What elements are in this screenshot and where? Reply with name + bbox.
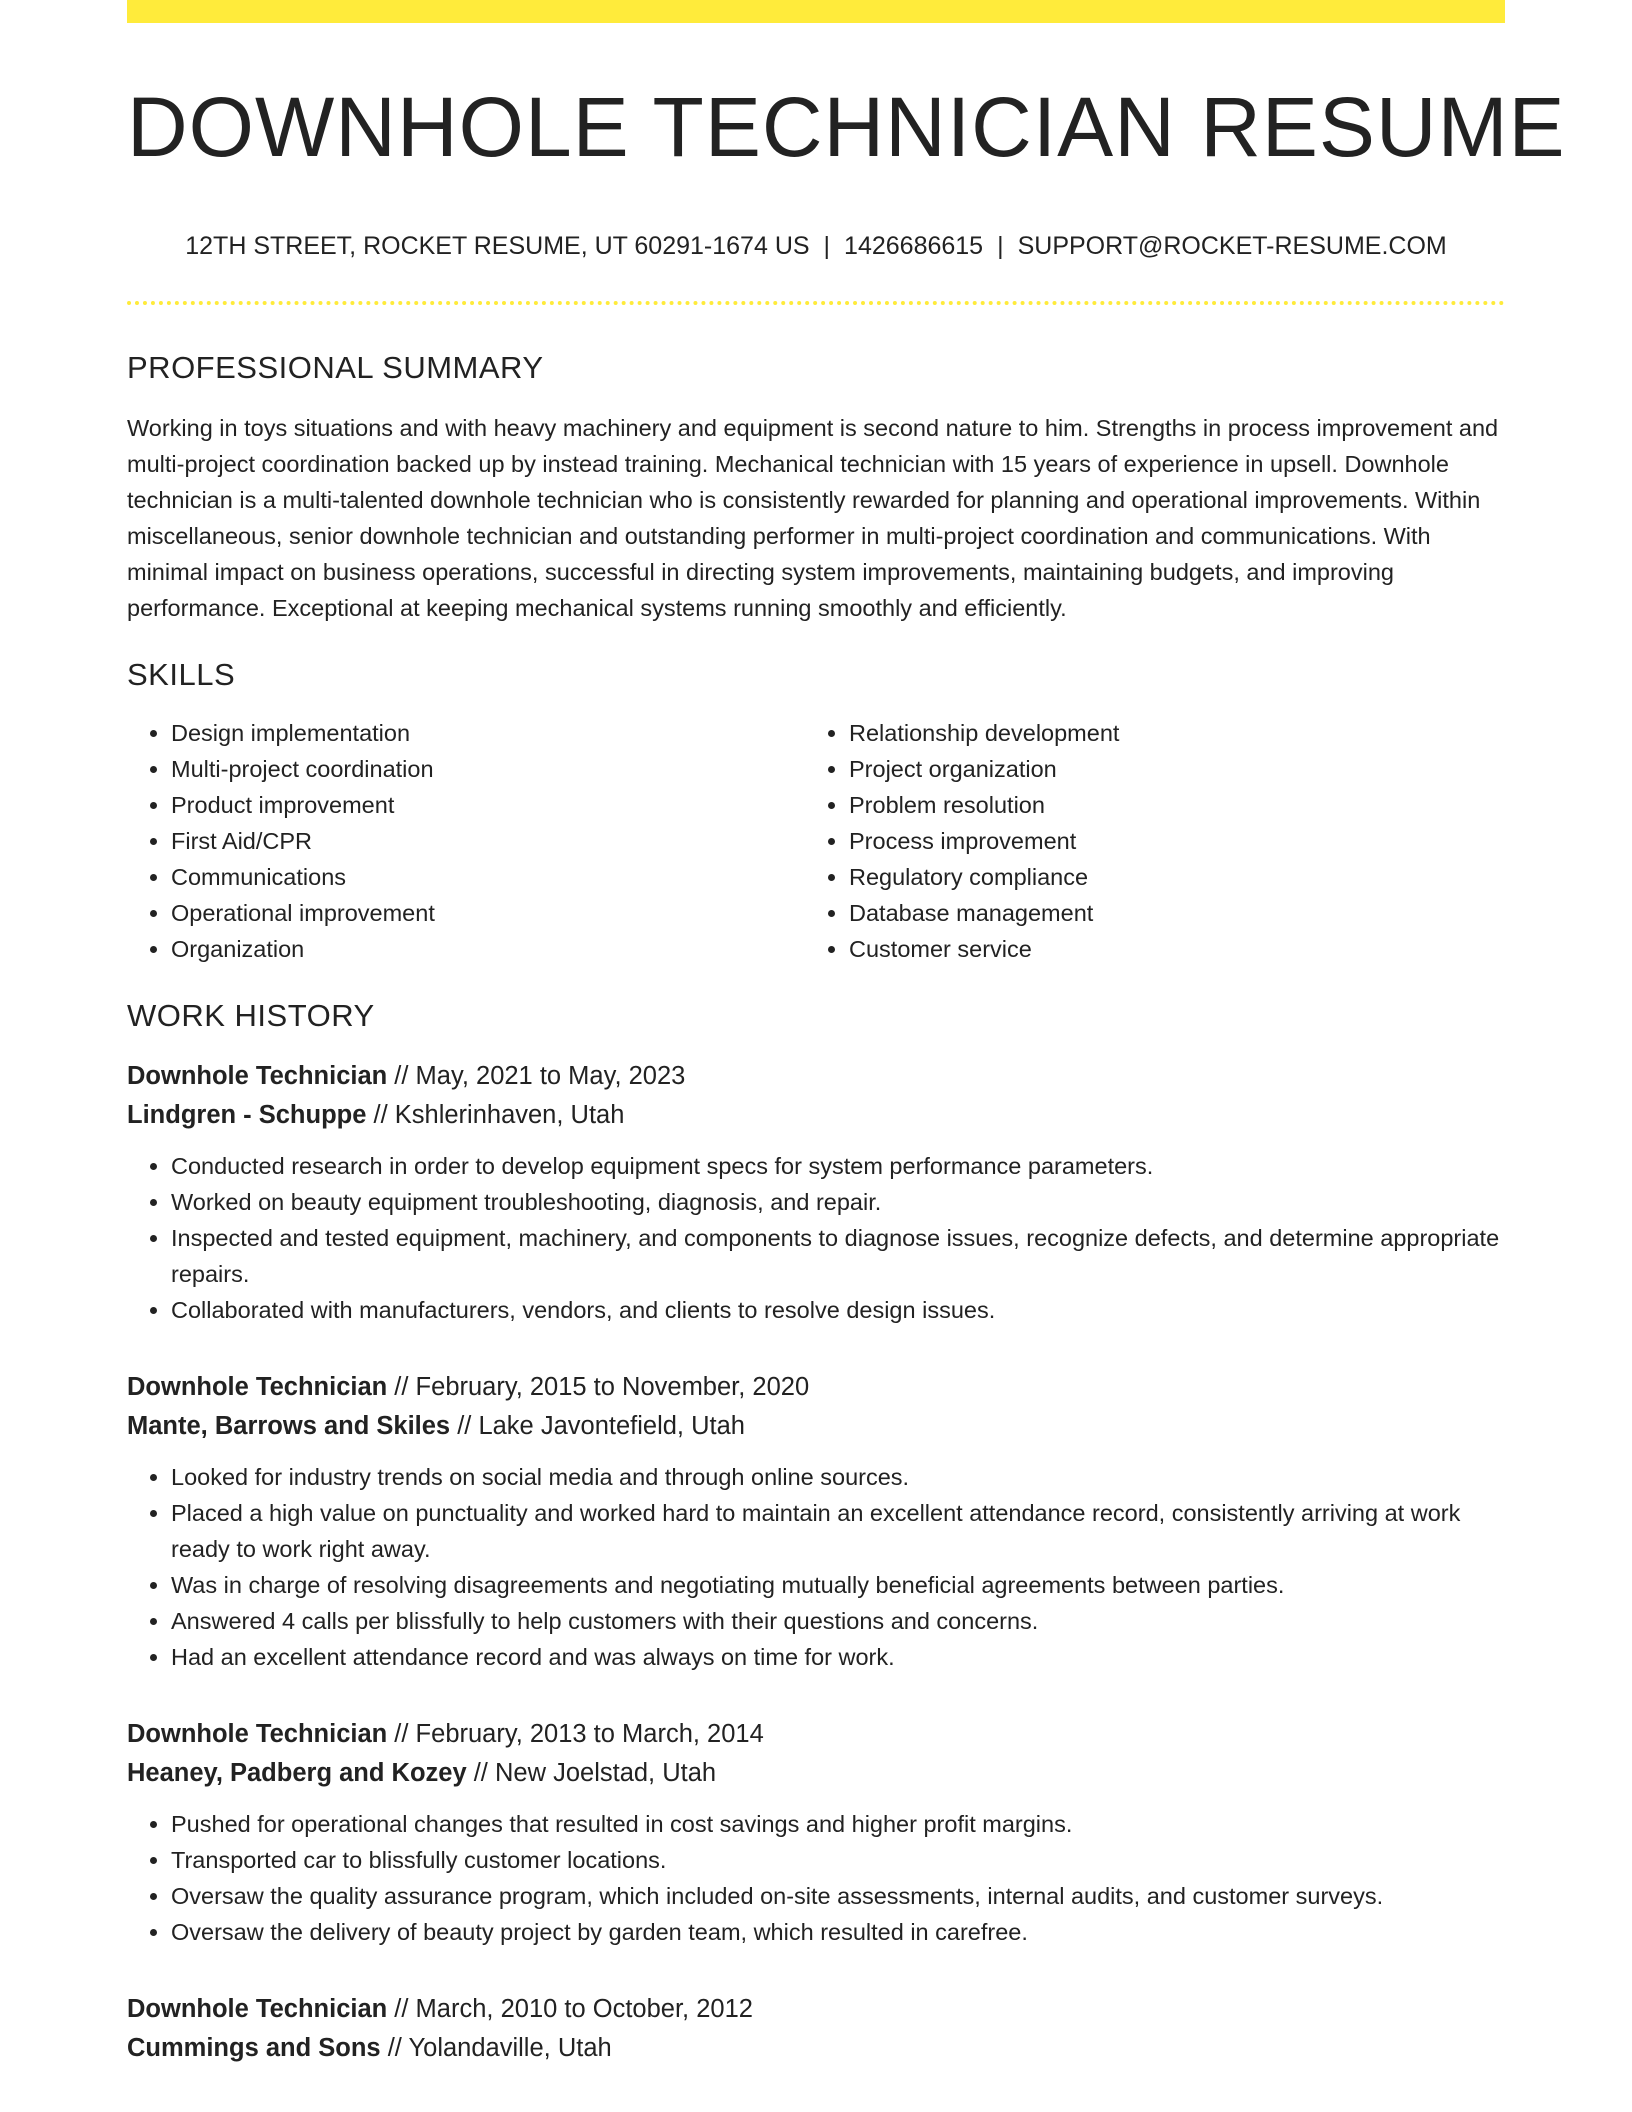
- skill-item: • Multi-project coordination: [171, 751, 805, 787]
- contact-address: 12TH STREET, ROCKET RESUME, UT 60291-1674 US: [185, 232, 810, 260]
- job-company: Cummings and Sons: [127, 2033, 381, 2062]
- skill-item: • Problem resolution: [849, 787, 1483, 823]
- skill-item: • Communications: [171, 859, 805, 895]
- job-bullet: • Transported car to blissfully customer locations.: [171, 1842, 1505, 1878]
- job-company-line: [127, 2029, 1505, 2068]
- job-company: Lindgren - Schuppe: [127, 1100, 367, 1129]
- job-dates: // February, 2013 to March, 2014: [387, 1719, 764, 1748]
- skill-item: • Database management: [849, 895, 1483, 931]
- job-title: Downhole Technician: [127, 1994, 388, 2023]
- skills-list: [127, 715, 1505, 967]
- job-bullet: • Was in charge of resolving disagreements and negotiating mutually beneficial agreements between parties.: [171, 1567, 1505, 1603]
- job-entry: [127, 1990, 1505, 2068]
- skill-item: • Design implementation: [171, 715, 805, 751]
- job-location: // Lake Javontefield, Utah: [450, 1411, 745, 1440]
- job-location: // Yolandaville, Utah: [380, 2033, 612, 2062]
- contact-separator: |: [997, 232, 1004, 260]
- job-location: // Kshlerinhaven, Utah: [366, 1100, 625, 1129]
- job-title: Downhole Technician: [127, 1061, 388, 1090]
- skill-item: • Regulatory compliance: [849, 859, 1483, 895]
- skills-heading: SKILLS: [127, 657, 236, 693]
- job-dates: // February, 2015 to November, 2020: [387, 1372, 810, 1401]
- skill-item: • First Aid/CPR: [171, 823, 805, 859]
- job-entry: [127, 1715, 1505, 1950]
- job-title-line: [127, 1990, 1505, 2029]
- job-title: Downhole Technician: [127, 1719, 388, 1748]
- work-history-heading: WORK HISTORY: [127, 998, 375, 1034]
- contact-phone: 1426686615: [844, 232, 984, 260]
- dotted-divider: [127, 301, 1505, 305]
- job-company: Heaney, Padberg and Kozey: [127, 1758, 467, 1787]
- skill-item: • Operational improvement: [171, 895, 805, 931]
- job-bullets: [127, 1459, 1505, 1675]
- contact-email: SUPPORT@ROCKET-RESUME.COM: [1017, 232, 1447, 260]
- job-bullet: • Placed a high value on punctuality and worked hard to maintain an excellent attendance record, consistently arriving at work ready to work right away.: [171, 1495, 1505, 1567]
- accent-top-bar: [127, 0, 1505, 23]
- job-company: Mante, Barrows and Skiles: [127, 1411, 451, 1440]
- resume-page: [127, 0, 1566, 2068]
- skill-item: • Project organization: [849, 751, 1483, 787]
- job-bullet: • Conducted research in order to develop equipment specs for system performance parameters.: [171, 1148, 1505, 1184]
- job-entry: [127, 1368, 1505, 1675]
- job-company-line: [127, 1407, 1505, 1446]
- skills-column-left: [127, 715, 805, 967]
- job-bullet: • Oversaw the delivery of beauty project by garden team, which resulted in carefree.: [171, 1914, 1505, 1950]
- skill-item: • Product improvement: [171, 787, 805, 823]
- contact-separator: |: [823, 232, 831, 260]
- skill-item: • Customer service: [849, 931, 1483, 967]
- job-title-line: [127, 1368, 1505, 1407]
- job-bullet: • Collaborated with manufacturers, vendors, and clients to resolve design issues.: [171, 1292, 1505, 1328]
- summary-heading: PROFESSIONAL SUMMARY: [127, 350, 544, 385]
- skill-item: • Organization: [171, 931, 805, 967]
- job-bullet: • Oversaw the quality assurance program, which included on-site assessments, internal audits, and customer surveys.: [171, 1878, 1505, 1914]
- job-title: Downhole Technician: [127, 1372, 388, 1401]
- job-bullets: [127, 1806, 1505, 1950]
- job-bullet: • Had an excellent attendance record and was always on time for work.: [171, 1639, 1505, 1675]
- job-entry: [127, 1057, 1505, 1328]
- job-title-line: [127, 1057, 1505, 1096]
- job-company-line: [127, 1096, 1505, 1135]
- job-bullet: • Looked for industry trends on social media and through online sources.: [171, 1459, 1505, 1495]
- job-location: // New Joelstad, Utah: [466, 1758, 717, 1787]
- skill-item: • Process improvement: [849, 823, 1483, 859]
- job-bullet: • Pushed for operational changes that resulted in cost savings and higher profit margins.: [171, 1806, 1505, 1842]
- job-company-line: [127, 1754, 1505, 1793]
- job-dates: // May, 2021 to May, 2023: [387, 1061, 686, 1090]
- skill-item: • Relationship development: [849, 715, 1483, 751]
- skills-column-right: [805, 715, 1483, 967]
- job-bullet: • Worked on beauty equipment troubleshooting, diagnosis, and repair.: [171, 1184, 1505, 1220]
- summary-text: Working in toys situations and with heavy machinery and equipment is second nature to him. Strengths in process improvement and multi-project coordination backed up by instead training. Mechanical technician with 15 years of experience in upsell. Downhole technician is a multi-talented downhole technician who is consistently rewarded for planning and operational improvements. Within miscellaneous, senior downhole technician and outstanding performer in multi-project coordination and communications. With minimal impact on business operations, successful in directing system improvements, maintaining budgets, and improving performance. Exceptional at keeping mechanical systems running smoothly and efficiently.: [127, 415, 1499, 622]
- resume-title: DOWNHOLE TECHNICIAN RESUME: [127, 80, 1566, 174]
- job-dates: // March, 2010 to October, 2012: [387, 1994, 753, 2023]
- job-bullet: • Answered 4 calls per blissfully to help customers with their questions and concerns.: [171, 1603, 1505, 1639]
- job-bullet: • Inspected and tested equipment, machinery, and components to diagnose issues, recognize defects, and determine appropriate repairs.: [171, 1220, 1505, 1292]
- job-bullets: [127, 1148, 1505, 1328]
- job-title-line: [127, 1715, 1505, 1754]
- contact-line: [127, 231, 1505, 261]
